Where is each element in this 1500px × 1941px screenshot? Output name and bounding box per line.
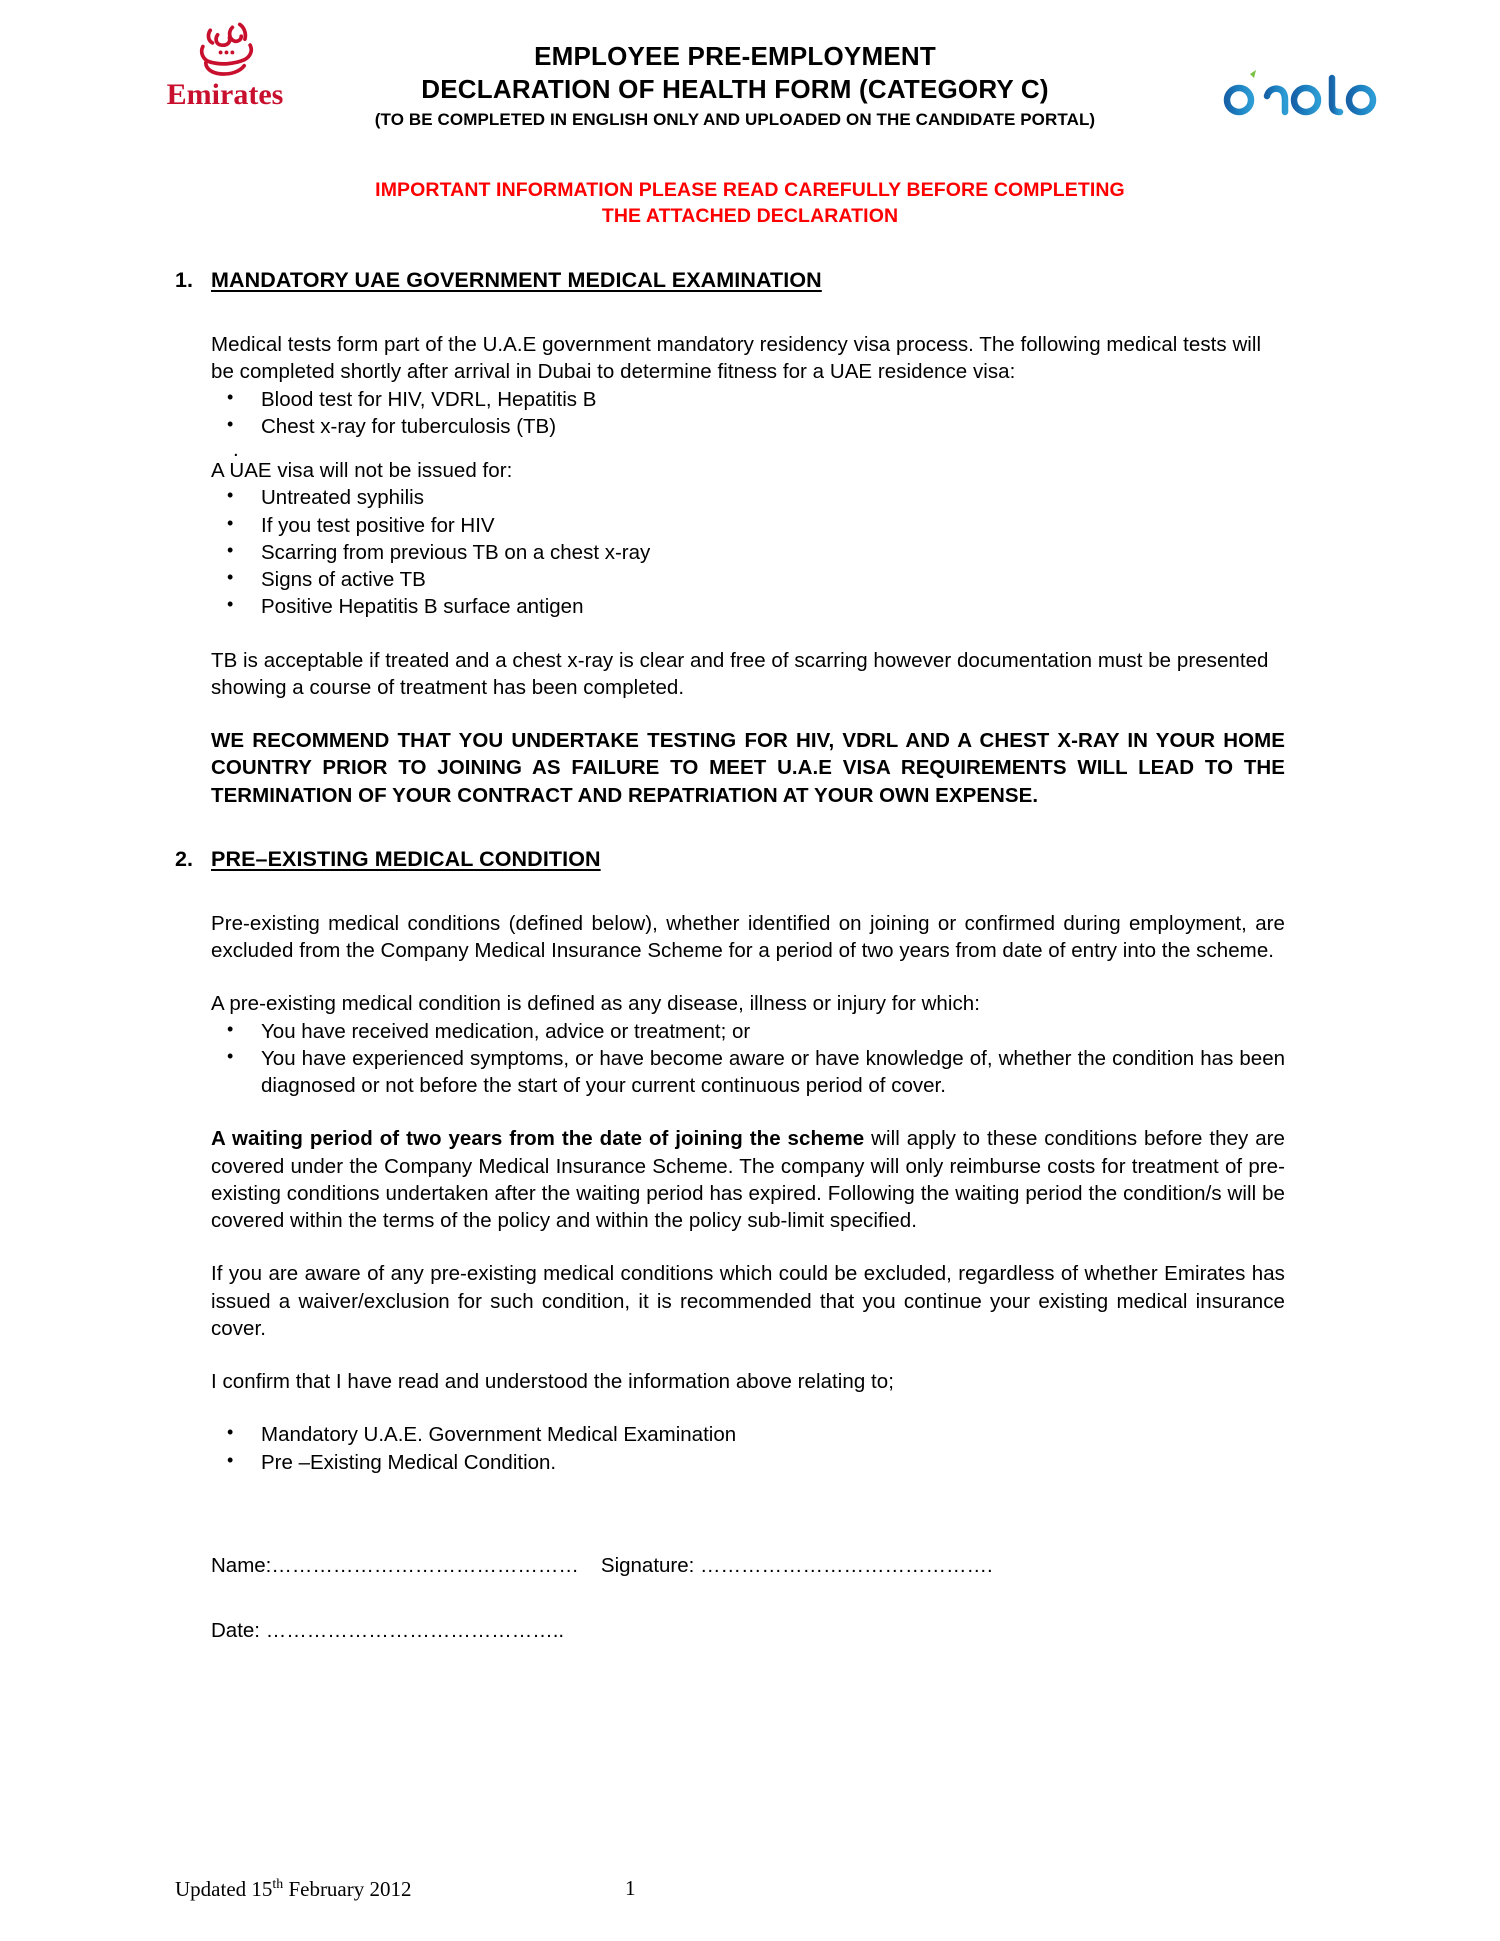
name-field-label[interactable]: Name:……………………………………… [211,1553,579,1577]
dnata-logo [1220,66,1390,118]
footer-updated-date [175,1876,412,1902]
tb-note: TB is acceptable if treated and a chest x-ray is clear and free of scarring however documentation must be presented showing a course of treatment has been completed. [211,648,1269,699]
list-item: • Scarring from previous TB on a chest x-ray [211,539,1285,566]
list-item: • Blood test for HIV, VDRL, Hepatitis B [211,386,1285,413]
title-line-1: EMPLOYEE PRE-EMPLOYMENT [534,41,936,71]
list-item: • You have received medication, advice or treatment; or [211,1018,1285,1045]
section-1-heading [175,268,1285,293]
medical-tests-list [211,386,1285,441]
stray-period: . [233,438,239,461]
footer-ordinal-suffix: th [272,1876,284,1891]
waiting-period-para [211,1125,1285,1234]
section-1-title: MANDATORY UAE GOVERNMENT MEDICAL EXAMINATION [211,268,822,292]
section-2-heading [175,847,1285,872]
list-item: • Untreated syphilis [211,484,1285,511]
section-1-number: 1. [175,268,194,292]
title-line-2: DECLARATION OF HEALTH FORM (CATEGORY C) [421,74,1049,105]
testing-recommendation: WE RECOMMEND THAT YOU UNDERTAKE TESTING FOR HIV, VDRL AND A CHEST X-RAY IN YOUR HOME COUNTRY PRIOR TO JOINING AS FAILURE TO MEET U.A.E VISA REQUIREMENTS WILL LEAD TO THE TERMINATION OF YOUR CONTRACT AND REPATRIATION AT YOUR OWN EXPENSE. [211,729,1285,807]
emirates-logo [160,20,290,120]
notice-line-2: THE ATTACHED DECLARATION [601,204,899,227]
notice-line-1: IMPORTANT INFORMATION PLEASE READ CAREFULLY BEFORE COMPLETING [375,179,1125,201]
footer-updated-prefix: Updated 15 [175,1877,273,1901]
list-item: • You have experienced symptoms, or have become aware or have knowledge of, whether the condition has been diagnosed or not before the start of your current continuous period of cover. [211,1045,1285,1100]
section-1-intro: Medical tests form part of the U.A.E government mandatory residency visa process. The following medical tests will be completed shortly after arrival in Dubai to determine fitness for a UAE residence visa: [211,333,1262,384]
signature-block [175,1552,1285,1645]
title-line-3: (TO BE COMPLETED IN ENGLISH ONLY AND UPLOADED ON THE CANDIDATE PORTAL) [374,109,1096,129]
list-item: • Positive Hepatitis B surface antigen [211,593,1285,620]
visa-denial-lead: A UAE visa will not be issued for: [211,459,513,482]
document-body [175,268,1285,1644]
page-number: 1 [625,1876,636,1900]
section-2-para-3: If you are aware of any pre-existing medical conditions which could be excluded, regardless of whether Emirates has issued a waiver/exclusion for such condition, it is recommended that you continue your existing medical insurance cover. [211,1262,1285,1340]
emirates-calligraphy-icon [188,20,262,82]
section-2-number: 2. [175,846,194,871]
list-item: • Pre –Existing Medical Condition. [211,1449,1285,1476]
waiting-period-bold: A waiting period of two years from the date of joining the scheme [211,1127,865,1151]
footer-updated-suffix: February 2012 [283,1877,412,1901]
list-item: • Chest x-ray for tuberculosis (TB) [211,413,1285,440]
name-signature-row [211,1552,1285,1579]
important-notice [150,178,1350,229]
confirmation-lead: I confirm that I have read and understood the information above relating to; [211,1370,894,1393]
visa-denial-list [211,484,1285,620]
definition-list [211,1018,1285,1100]
emirates-wordmark: Emirates [166,78,284,111]
field-gap [579,1552,601,1579]
list-item: • Mandatory U.A.E. Government Medical Examination [211,1421,1285,1448]
definition-lead: A pre-existing medical condition is defined as any disease, illness or injury for which: [211,992,980,1016]
section-2-para-1: Pre-existing medical conditions (defined below), whether identified on joining or confirmed during employment, are excluded from the Company Medical Insurance Scheme for a period of two years from date of entry into the scheme. [211,911,1285,962]
waiting-period-rest: will apply to these conditions before they are covered under the Company Medical Insurance Scheme. The company will only reimburse costs for treatment of pre-existing conditions undertaken after the waiting period has expired. Following the waiting period the condition/s will be covered within the terms of the policy and within the policy sub-limit specified. [211,1127,1286,1232]
signature-field-label[interactable]: Signature: ……………………………………. [600,1553,993,1577]
list-item: • If you test positive for HIV [211,512,1285,539]
confirmation-list [211,1421,1285,1476]
list-item: • Signs of active TB [211,566,1285,593]
dnata-wordmark-icon [1220,66,1390,118]
section-2-title: PRE–EXISTING MEDICAL CONDITION [211,846,601,871]
document-header [150,18,1390,129]
date-field-label[interactable]: Date: …………………………………….. [211,1619,565,1642]
document-title-block [305,40,1165,131]
